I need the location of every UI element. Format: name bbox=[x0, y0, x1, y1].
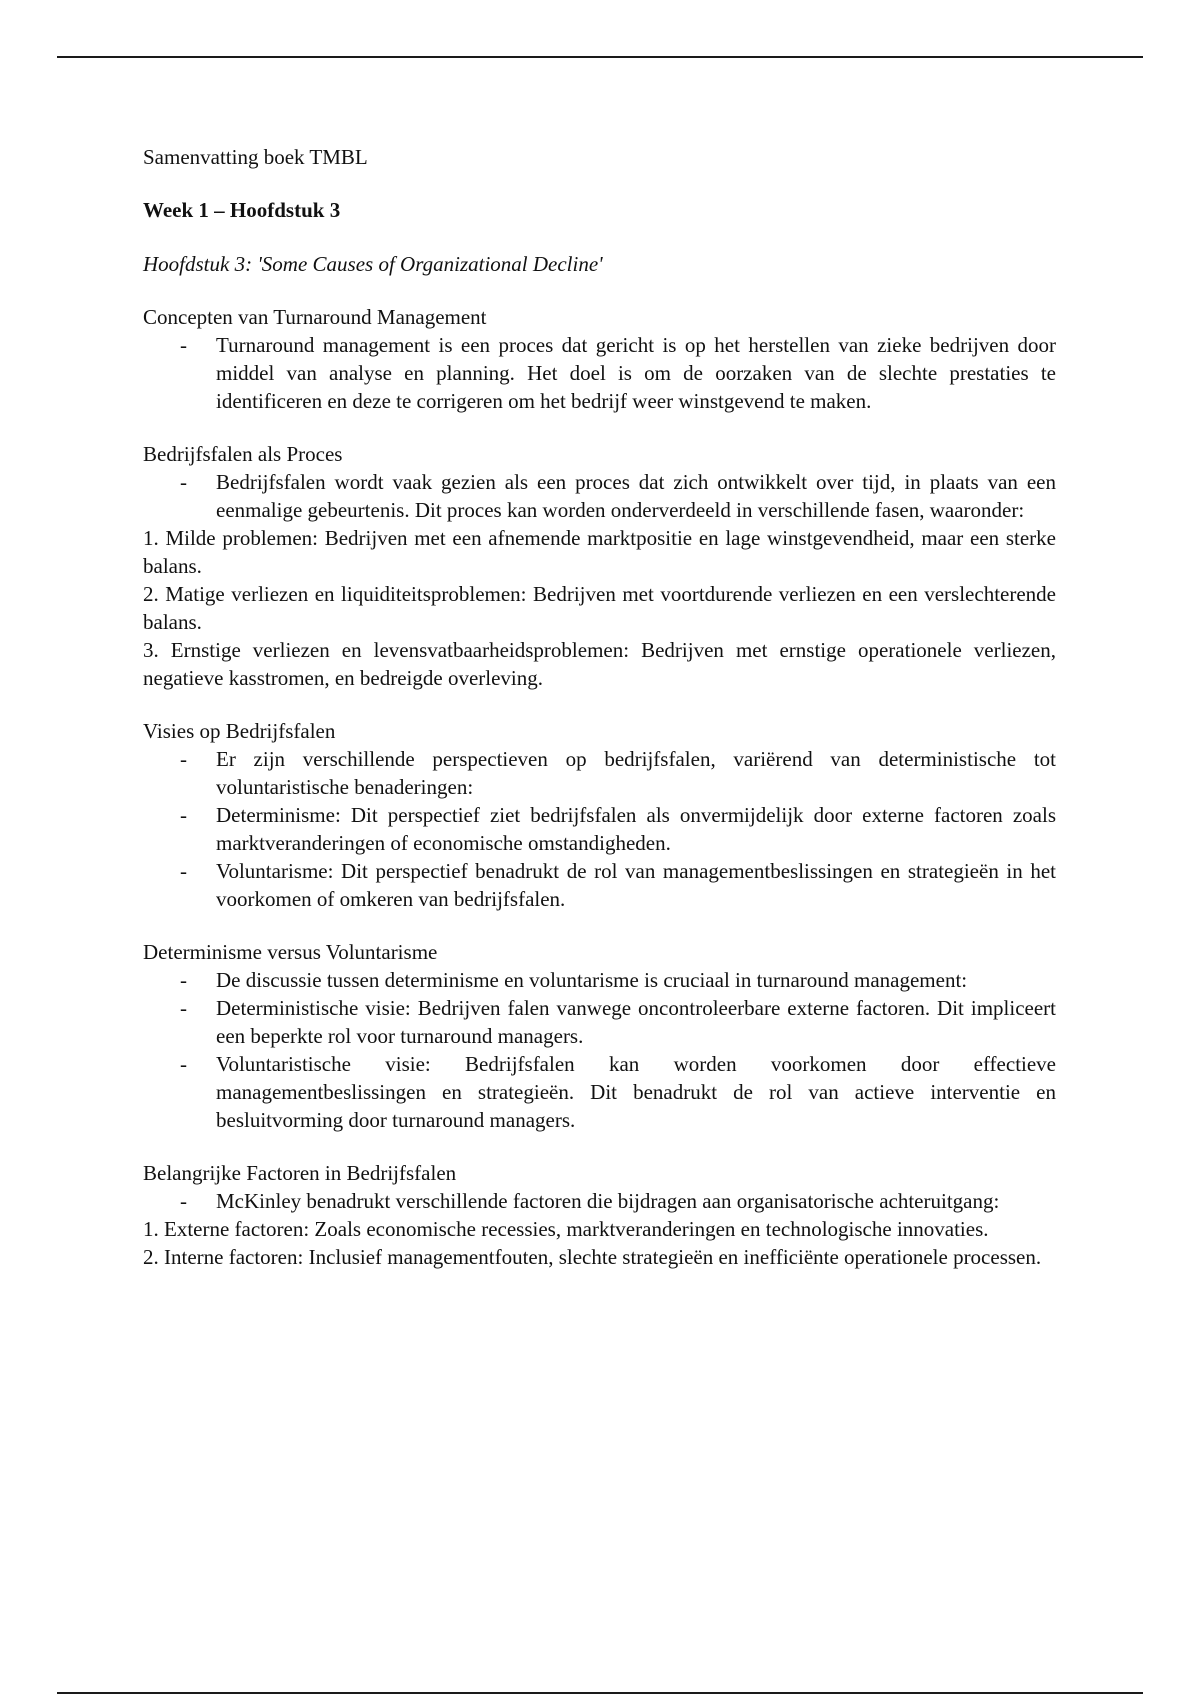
bullet-text: Determinisme: Dit perspectief ziet bedrijfsfalen als onvermijdelijk door externe factoren zoals marktveranderingen of economische omstandigheden. bbox=[216, 803, 1056, 855]
numbered-item: 1. Externe factoren: Zoals economische recessies, marktveranderingen en technologische innovaties. bbox=[143, 1217, 989, 1241]
section-heading: Bedrijfsfalen als Proces bbox=[143, 442, 343, 466]
bullet-dash: - bbox=[180, 1052, 187, 1076]
bullet-item bbox=[143, 468, 1056, 524]
bullet-item bbox=[143, 801, 1056, 857]
bullet-item bbox=[143, 966, 1056, 994]
section-concepten bbox=[143, 303, 1056, 415]
bullet-text: Voluntarisme: Dit perspectief benadrukt de rol van managementbeslissingen en strategieën in het voorkomen of omkeren van bedrijfsfalen. bbox=[216, 859, 1056, 911]
bullet-item bbox=[143, 994, 1056, 1050]
bullet-item bbox=[143, 745, 1056, 801]
numbered-item: 2. Matige verliezen en liquiditeitsproblemen: Bedrijven met voortdurende verliezen en een verslechterende balans. bbox=[143, 582, 1056, 634]
bullet-text: Turnaround management is een proces dat gericht is op het herstellen van zieke bedrijven door middel van analyse en planning. Het doel is om de oorzaken van de slechte prestaties te identificeren en deze te corrigeren om het bedrijf weer winstgevend te maken. bbox=[216, 333, 1056, 413]
bullet-dash: - bbox=[180, 1189, 187, 1213]
bullet-dash: - bbox=[180, 470, 187, 494]
bullet-text: Bedrijfsfalen wordt vaak gezien als een proces dat zich ontwikkelt over tijd, in plaats van een eenmalige gebeurtenis. Dit proces kan worden onderverdeeld in verschillende fasen, waaronder: bbox=[216, 470, 1056, 522]
bullet-dash: - bbox=[180, 859, 187, 883]
bullet-item bbox=[143, 331, 1056, 415]
bullet-item bbox=[143, 1050, 1056, 1134]
chapter-heading: Hoofdstuk 3: 'Some Causes of Organizational Decline' bbox=[143, 252, 603, 276]
section-visies bbox=[143, 717, 1056, 913]
bullet-text: Deterministische visie: Bedrijven falen vanwege oncontroleerbare externe factoren. Dit impliceert een beperkte rol voor turnaround managers. bbox=[216, 996, 1056, 1048]
document-body bbox=[143, 143, 1056, 1296]
bullet-dash: - bbox=[180, 996, 187, 1020]
bullet-list bbox=[143, 1187, 1056, 1215]
bullet-list bbox=[143, 468, 1056, 524]
bullet-text: Voluntaristische visie: Bedrijfsfalen kan worden voorkomen door effectieve managementbeslissingen en strategieën. Dit benadrukt de rol van actieve interventie en besluitvorming door turnaround managers. bbox=[216, 1052, 1056, 1132]
bullet-item bbox=[143, 857, 1056, 913]
section-determinisme-voluntarisme bbox=[143, 938, 1056, 1134]
bullet-text: McKinley benadrukt verschillende factoren die bijdragen aan organisatorische achteruitgang: bbox=[216, 1189, 1000, 1213]
bullet-dash: - bbox=[180, 747, 187, 771]
numbered-item: 1. Milde problemen: Bedrijven met een afnemende marktpositie en lage winstgevendheid, maar een sterke balans. bbox=[143, 526, 1056, 578]
bullet-dash: - bbox=[180, 968, 187, 992]
bottom-page-rule bbox=[57, 1692, 1143, 1694]
document-title: Samenvatting boek TMBL bbox=[143, 145, 368, 169]
section-heading: Belangrijke Factoren in Bedrijfsfalen bbox=[143, 1161, 457, 1185]
bullet-dash: - bbox=[180, 803, 187, 827]
top-page-rule bbox=[57, 56, 1143, 58]
numbered-item: 2. Interne factoren: Inclusief managementfouten, slechte strategieën en inefficiënte operationele processen. bbox=[143, 1245, 1042, 1269]
bullet-text: De discussie tussen determinisme en voluntarisme is cruciaal in turnaround management: bbox=[216, 968, 968, 992]
numbered-item: 3. Ernstige verliezen en levensvatbaarheidsproblemen: Bedrijven met ernstige operationele verliezen, negatieve kasstromen, en bedreigde overleving. bbox=[143, 638, 1056, 690]
section-heading: Determinisme versus Voluntarisme bbox=[143, 940, 438, 964]
bullet-text: Er zijn verschillende perspectieven op bedrijfsfalen, variërend van deterministische tot voluntaristische benaderingen: bbox=[216, 747, 1056, 799]
bullet-list bbox=[143, 966, 1056, 1134]
bullet-list bbox=[143, 745, 1056, 913]
section-bedrijfsfalen-proces bbox=[143, 440, 1056, 692]
section-heading: Concepten van Turnaround Management bbox=[143, 305, 487, 329]
bullet-item bbox=[143, 1187, 1056, 1215]
bullet-dash: - bbox=[180, 333, 187, 357]
section-belangrijke-factoren bbox=[143, 1159, 1056, 1271]
section-heading: Visies op Bedrijfsfalen bbox=[143, 719, 336, 743]
bullet-list bbox=[143, 331, 1056, 415]
week-heading: Week 1 – Hoofdstuk 3 bbox=[143, 198, 341, 222]
